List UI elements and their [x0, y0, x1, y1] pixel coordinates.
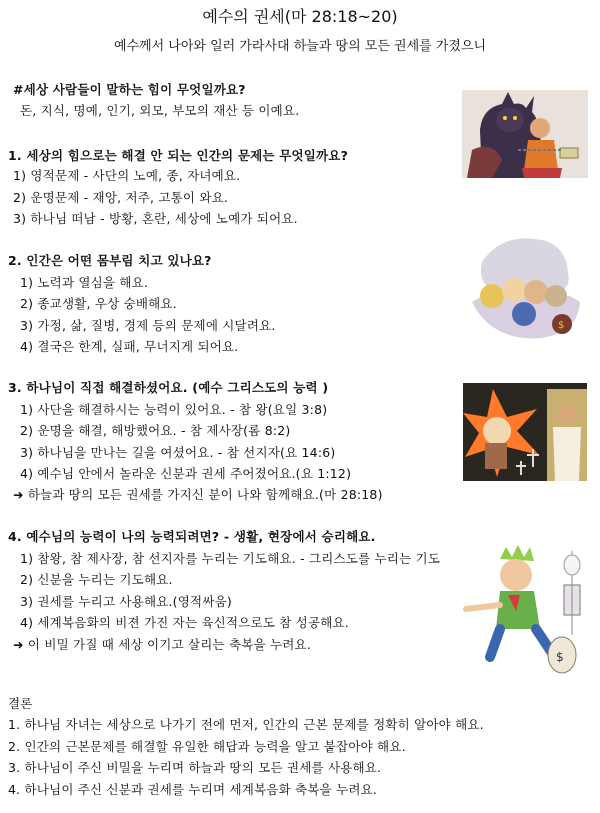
intro-question: #세상 사람들이 말하는 힘이 무엇일까요? — [13, 82, 246, 97]
section1-item-3: 3) 하나님 떠남 - 방황, 혼란, 세상에 노예가 되어요. — [13, 211, 298, 226]
section1-heading: 1. 세상의 힘으로는 해결 안 되는 인간의 문제는 무엇일까요? — [8, 148, 349, 163]
closing-item-4: 4. 하나님이 주신 신분과 권세를 누리며 세계복음화 축복을 누려요. — [8, 782, 378, 797]
closing-label: 결론 — [8, 696, 33, 711]
arrow-icon: ➜ — [13, 637, 24, 652]
svg-text:$: $ — [556, 650, 564, 664]
section2-item-4: 4) 결국은 한계, 실패, 무너지게 되어요. — [20, 339, 239, 354]
closing-item-2: 2. 인간의 근본문제를 해결할 유일한 해답과 능력을 알고 붙잡아야 해요. — [8, 739, 406, 754]
section3-item-2: 2) 운명을 해결, 해방했어요. - 참 제사장(롬 8:2) — [20, 423, 291, 438]
section4-heading: 4. 예수님의 능력이 나의 능력되려면? - 생활, 현장에서 승리해요. — [8, 529, 376, 544]
intro-answer: 돈, 지식, 명예, 인기, 외모, 부모의 재산 등 이예요. — [20, 103, 300, 118]
closing-item-3: 3. 하나님이 주신 비밀을 누리며 하늘과 땅의 모든 권세를 사용해요. — [8, 760, 382, 775]
page-subtitle: 예수께서 나아와 일러 가라사대 하늘과 땅의 모든 권세를 가졌으니 — [113, 39, 487, 54]
illustration-jesus-victory — [463, 383, 587, 481]
section3-heading: 3. 하나님이 직접 해결하셨어요. (예수 그리스도의 능력 ) — [8, 380, 329, 395]
section4-conclusion — [13, 637, 311, 653]
section4-conclusion-text: 이 비밀 가질 때 세상 이기고 살리는 축복을 누려요. — [27, 637, 311, 652]
section4-item-4: 4) 세계복음화의 비젼 가진 자는 육신적으로도 참 성공해요. — [20, 615, 349, 630]
section2-item-3: 3) 가정, 삶, 질병, 경제 등의 문제에 시달려요. — [20, 318, 276, 333]
page-title: 예수의 권세(마 28:18~20) — [202, 7, 398, 26]
section1-item-2: 2) 운명문제 - 재앙, 저주, 고통이 와요. — [13, 190, 229, 205]
illustration-devil-enslavement — [462, 90, 588, 178]
closing-item-1: 1. 하나님 자녀는 세상으로 나가기 전에 먼저, 인간의 근본 문제를 정확히 알아야 해요. — [8, 717, 484, 732]
section2-heading: 2. 인간은 어떤 몸부림 치고 있나요? — [8, 253, 212, 268]
svg-text:$: $ — [558, 320, 565, 331]
section3-item-3: 3) 하나님을 만나는 길을 여셨어요. - 참 선지자(요 14:6) — [20, 445, 336, 460]
section3-conclusion — [13, 487, 383, 503]
section4-item-3: 3) 권세를 누리고 사용해요.(영적싸움) — [20, 594, 232, 609]
section3-item-1: 1) 사단을 해결하시는 능력이 있어요. - 참 왕(요일 3:8) — [20, 402, 328, 417]
section1-item-1: 1) 영적문제 - 사단의 노예, 종, 자녀예요. — [13, 168, 241, 183]
section4-item-1: 1) 참왕, 참 제사장, 참 선지자를 누리는 기도해요. - 그리스도를 누리는 기도 — [20, 551, 441, 566]
illustration-running-boy — [460, 545, 590, 690]
section3-conclusion-text: 하늘과 땅의 모든 권세를 가지신 분이 나와 함께해요.(마 28:18) — [27, 487, 383, 502]
section4-item-2: 2) 신분을 누리는 기도해요. — [20, 572, 173, 587]
section2-item-2: 2) 종교생활, 우상 숭배해요. — [20, 296, 177, 311]
arrow-icon: ➜ — [13, 487, 24, 502]
section2-item-1: 1) 노력과 열심을 해요. — [20, 275, 149, 290]
illustration-hand-holding-people — [462, 232, 588, 344]
section3-item-4: 4) 예수님 안에서 놀라운 신분과 권세 주어졌어요.(요 1:12) — [20, 466, 352, 481]
